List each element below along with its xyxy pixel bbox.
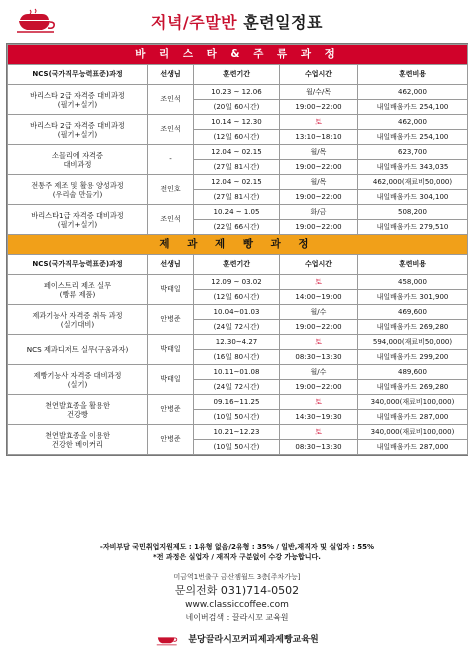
course-name-line: 건강한 베이커리	[52, 439, 103, 449]
class-hours-cell: 19:00~22:00	[280, 320, 358, 335]
header-cost: 훈련비용	[358, 65, 468, 85]
company-name: 분당끌라시꼬커피제과제빵교육원	[188, 635, 319, 645]
period-dates-cell: 10.24 ~ 1.05	[194, 205, 280, 220]
class-days-cell: 화/금	[280, 205, 358, 220]
teacher-cell: 전인호	[148, 175, 194, 205]
teacher-cell: 박태일	[148, 335, 194, 365]
class-hours-cell: 19:00~22:00	[280, 380, 358, 395]
course-name-cell	[8, 425, 148, 455]
period-dates-cell: 10.14 ~ 12.30	[194, 115, 280, 130]
course-name-line: 건강빵	[67, 409, 88, 419]
course-row	[8, 85, 468, 100]
class-days-cell: 월/목	[280, 145, 358, 160]
title-black-part: 훈련일정표	[243, 13, 323, 32]
course-name-cell	[8, 205, 148, 235]
tuition-cell: 469,600	[358, 305, 468, 320]
course-name-line: (실기)	[67, 379, 88, 389]
class-hours-cell: 14:30~19:30	[280, 410, 358, 425]
course-name-cell	[8, 275, 148, 305]
card-tuition-cell: 내일배움카드 269,280	[358, 380, 468, 395]
course-name-line: 천연발효종을 이용한	[45, 430, 110, 440]
course-row	[8, 115, 468, 130]
card-tuition-cell: 내일배움카드 301,900	[358, 290, 468, 305]
schedule-table	[7, 44, 468, 455]
footer-subsidy-note: -자비부담 국민취업지원제도 : 1유형 없음/2유형 : 35% / 일반,재직자 및 실업자 : 55%	[99, 543, 375, 551]
card-tuition-cell: 내일배움카드 304,100	[358, 190, 468, 205]
course-name-line: (실기대비)	[60, 319, 95, 329]
schedule-table-frame	[6, 43, 468, 456]
footer-naver-search: 네이버검색 : 끌라시꼬 교육원	[185, 613, 289, 622]
footer-website-link[interactable]: www.classiccoffee.com	[185, 600, 289, 610]
period-dates-cell: 10.04~01.03	[194, 305, 280, 320]
footer-phone[interactable]: 문의전화 031)714-0502	[174, 584, 300, 597]
class-hours-cell: 14:00~19:00	[280, 290, 358, 305]
course-name-line: (우리술 만들기)	[52, 189, 103, 199]
course-name-line: 소믈리에 자격증	[52, 150, 103, 160]
period-duration-cell: (24일 72시간)	[194, 380, 280, 395]
course-name-line: (필기+실기)	[57, 99, 98, 109]
class-days-cell: 월/수	[280, 305, 358, 320]
course-name-cell	[8, 395, 148, 425]
coffee-cup-logo-icon	[155, 632, 179, 646]
course-name-line: 바리스타1급 자격증 대비과정	[31, 210, 124, 220]
period-dates-cell: 12.30~4.27	[194, 335, 280, 350]
footer-company	[0, 628, 474, 647]
tuition-cell: 462,000	[358, 115, 468, 130]
period-duration-cell: (12일 60시간)	[194, 130, 280, 145]
class-days-cell: 월/목	[280, 175, 358, 190]
course-name-line: (빵류 제품)	[59, 289, 96, 299]
class-days-cell: 토	[280, 395, 358, 410]
course-row	[8, 425, 468, 440]
card-tuition-cell: 내일배움카드 254,100	[358, 100, 468, 115]
card-tuition-cell: 내일배움카드 254,100	[358, 130, 468, 145]
tuition-cell: 458,000	[358, 275, 468, 290]
period-duration-cell: (22일 66시간)	[194, 220, 280, 235]
period-duration-cell: (10일 50시간)	[194, 440, 280, 455]
course-name-line: 페이스트리 제조 실무	[43, 280, 112, 290]
course-name-cell	[8, 365, 148, 395]
class-hours-cell: 08:30~13:30	[280, 350, 358, 365]
footer-eligibility-note: *전 과정은 실업자 / 재직자 구분없이 수강 가능합니다.	[153, 553, 321, 561]
course-name-line: 전통주 제조 및 활용 양성과정	[31, 180, 124, 190]
course-name-line: (필기+실기)	[57, 219, 98, 229]
period-duration-cell: (16일 80시간)	[194, 350, 280, 365]
class-hours-cell: 19:00~22:00	[280, 190, 358, 205]
course-name-cell	[8, 335, 148, 365]
period-duration-cell: (24일 72시간)	[194, 320, 280, 335]
tuition-cell: 340,000(재료비100,000)	[358, 395, 468, 410]
period-duration-cell: (27일 81시간)	[194, 190, 280, 205]
course-name-line: 천연발효종을 활용한	[45, 400, 110, 410]
class-days-cell: 월/수/목	[280, 85, 358, 100]
class-hours-cell: 13:10~18:10	[280, 130, 358, 145]
course-name-line: 바리스타 2급 자격증 대비과정	[30, 90, 125, 100]
tuition-cell: 623,700	[358, 145, 468, 160]
tuition-cell: 594,000(재료비50,000)	[358, 335, 468, 350]
course-row	[8, 205, 468, 220]
page-header	[0, 0, 474, 40]
period-dates-cell: 09.16~11.25	[194, 395, 280, 410]
course-name-cell	[8, 85, 148, 115]
card-tuition-cell: 내일배움카드 279,510	[358, 220, 468, 235]
course-name-cell	[8, 115, 148, 145]
teacher-cell: 안병준	[148, 425, 194, 455]
section-band-barista: 바 리 스 타 & 주 류 과 정	[8, 45, 468, 65]
course-row	[8, 305, 468, 320]
header-time: 수업시간	[280, 255, 358, 275]
period-dates-cell: 12.04 ~ 02.15	[194, 175, 280, 190]
tuition-cell: 462,000(재료비50,000)	[358, 175, 468, 190]
class-hours-cell: 08:30~13:30	[280, 440, 358, 455]
course-name-line: 대비과정	[63, 159, 92, 169]
course-row	[8, 145, 468, 160]
period-duration-cell: (10일 50시간)	[194, 410, 280, 425]
page-title	[0, 10, 474, 33]
teacher-cell: 조인석	[148, 205, 194, 235]
teacher-cell: 안병준	[148, 395, 194, 425]
period-dates-cell: 10.21~12.23	[194, 425, 280, 440]
teacher-cell: 박태일	[148, 275, 194, 305]
header-course: NCS(국가직무능력표준)과정	[8, 65, 148, 85]
header-teacher: 선생님	[148, 255, 194, 275]
header-period: 훈련기간	[194, 65, 280, 85]
course-name-line: (필기+실기)	[57, 129, 98, 139]
title-red-part: 저녁/주말반	[151, 13, 238, 32]
footer-address: 미금역1번출구 금산젬월드 3층[주차가능]	[173, 573, 301, 581]
period-duration-cell: (20일 60시간)	[194, 100, 280, 115]
course-row	[8, 175, 468, 190]
header-time: 수업시간	[280, 65, 358, 85]
course-name-cell	[8, 305, 148, 335]
card-tuition-cell: 내일배움카드 299,200	[358, 350, 468, 365]
course-row	[8, 395, 468, 410]
class-days-cell: 토	[280, 275, 358, 290]
course-name-line: 제과기능사 자격증 취득 과정	[32, 310, 123, 320]
course-name-line: NCS 제과디저트 실무(구움과자)	[26, 345, 129, 354]
period-duration-cell: (27일 81시간)	[194, 160, 280, 175]
card-tuition-cell: 내일배움카드 287,000	[358, 410, 468, 425]
period-dates-cell: 12.09 ~ 03.02	[194, 275, 280, 290]
course-name-cell	[8, 175, 148, 205]
teacher-cell: 박태일	[148, 365, 194, 395]
header-teacher: 선생님	[148, 65, 194, 85]
period-dates-cell: 10.11~01.08	[194, 365, 280, 380]
course-name-line: 제빵기능사 자격증 대비과정	[33, 370, 122, 380]
tuition-cell: 462,000	[358, 85, 468, 100]
tuition-cell: 508,200	[358, 205, 468, 220]
header-cost: 훈련비용	[358, 255, 468, 275]
card-tuition-cell: 내일배움카드 269,280	[358, 320, 468, 335]
course-row	[8, 335, 468, 350]
table-header-row	[8, 65, 468, 85]
period-dates-cell: 12.04 ~ 02.15	[194, 145, 280, 160]
section-band-bakery: 제 과 제 빵 과 정	[8, 235, 468, 255]
header-period: 훈련기간	[194, 255, 280, 275]
class-hours-cell: 19:00~22:00	[280, 100, 358, 115]
card-tuition-cell: 내일배움카드 343,035	[358, 160, 468, 175]
table-header-row	[8, 255, 468, 275]
teacher-cell: -	[148, 145, 194, 175]
class-days-cell: 토	[280, 425, 358, 440]
header-course: NCS(국가직무능력표준)과정	[8, 255, 148, 275]
tuition-cell: 340,000(재료비100,000)	[358, 425, 468, 440]
period-dates-cell: 10.23 ~ 12.06	[194, 85, 280, 100]
course-row	[8, 365, 468, 380]
class-days-cell: 토	[280, 335, 358, 350]
teacher-cell: 안병준	[148, 305, 194, 335]
class-hours-cell: 19:00~22:00	[280, 160, 358, 175]
teacher-cell: 조인석	[148, 85, 194, 115]
class-days-cell: 토	[280, 115, 358, 130]
course-row	[8, 275, 468, 290]
period-duration-cell: (12일 60시간)	[194, 290, 280, 305]
card-tuition-cell: 내일배움카드 287,000	[358, 440, 468, 455]
course-name-cell	[8, 145, 148, 175]
class-hours-cell: 19:00~22:00	[280, 220, 358, 235]
class-days-cell: 월/수	[280, 365, 358, 380]
course-name-line: 바리스타 2급 자격증 대비과정	[30, 120, 125, 130]
teacher-cell: 조인석	[148, 115, 194, 145]
tuition-cell: 489,600	[358, 365, 468, 380]
